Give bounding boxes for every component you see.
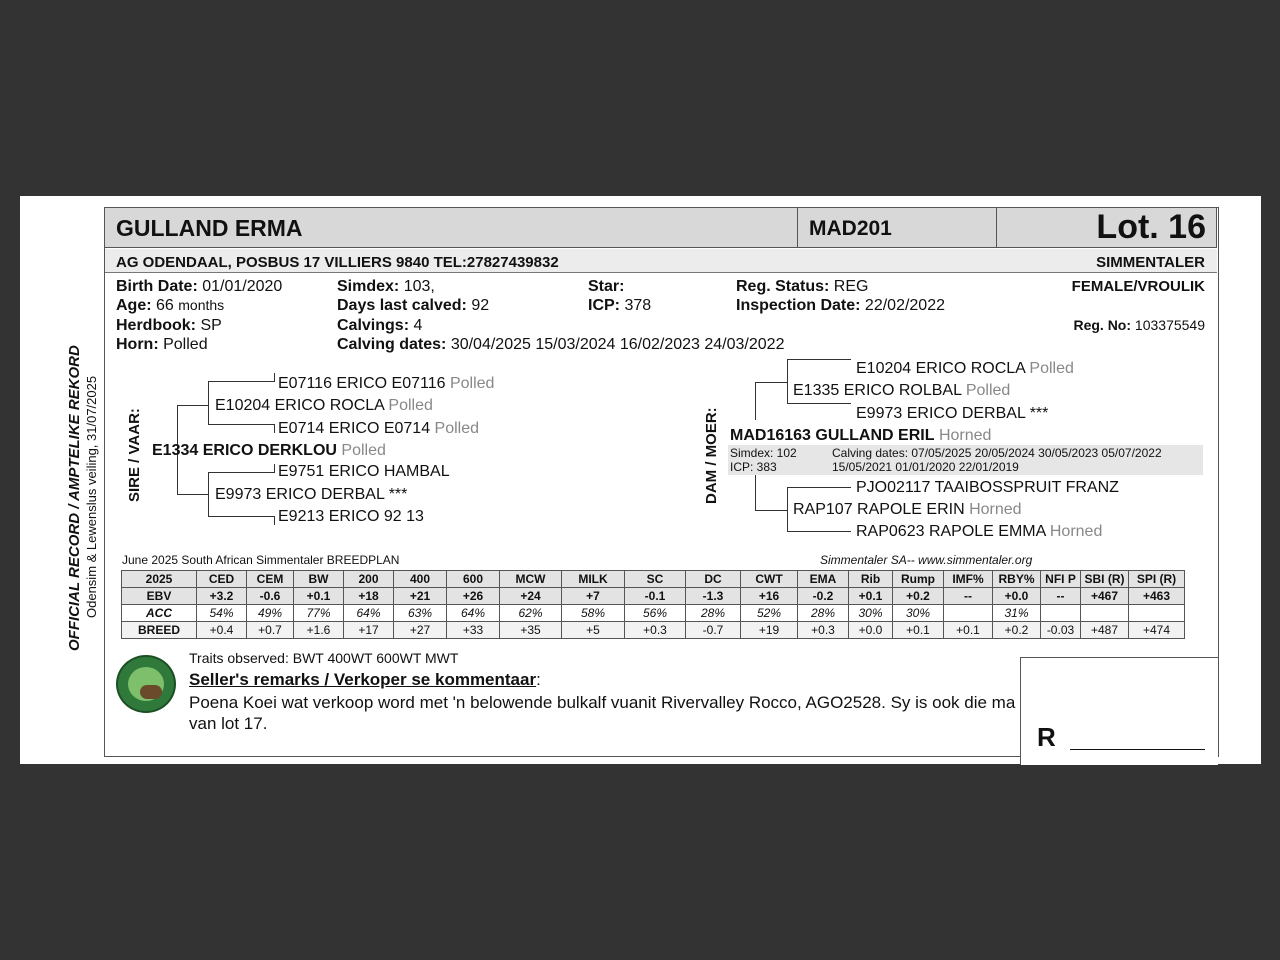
breedplan-cell: +16 bbox=[741, 588, 798, 605]
breedplan-cell: +463 bbox=[1129, 588, 1185, 605]
breedplan-cell: 62% bbox=[500, 605, 562, 622]
breedplan-header: 400 bbox=[394, 571, 447, 588]
breedplan-header: 600 bbox=[447, 571, 500, 588]
breedplan-header: 200 bbox=[344, 571, 394, 588]
breedplan-cell: +35 bbox=[500, 622, 562, 639]
breedplan-cell: -1.3 bbox=[686, 588, 741, 605]
breedplan-cell: 64% bbox=[344, 605, 394, 622]
breedplan-cell: 64% bbox=[447, 605, 500, 622]
breedplan-cell: +487 bbox=[1081, 622, 1129, 639]
breedplan-cell: -0.2 bbox=[798, 588, 849, 605]
breedplan-row bbox=[122, 605, 1185, 622]
breedplan-row-label: EBV bbox=[122, 588, 197, 605]
sire-label: SIRE / VAAR: bbox=[126, 408, 143, 502]
breedplan-caption: June 2025 South African Simmentaler BREEDPLAN bbox=[122, 553, 400, 567]
breedplan-cell: -0.6 bbox=[247, 588, 294, 605]
breedplan-header: MILK bbox=[562, 571, 625, 588]
animal-id: MAD201 bbox=[809, 217, 892, 240]
breedplan-header: BW bbox=[294, 571, 344, 588]
breedplan-cell: +33 bbox=[447, 622, 500, 639]
breedplan-cell: +0.0 bbox=[993, 588, 1041, 605]
breedplan-row-label: BREED bbox=[122, 622, 197, 639]
breedplan-cell: +27 bbox=[394, 622, 447, 639]
breedplan-header: SBI (R) bbox=[1081, 571, 1129, 588]
breedplan-cell: +26 bbox=[447, 588, 500, 605]
breedplan-header: RBY% bbox=[993, 571, 1041, 588]
breedplan-header: SPI (R) bbox=[1129, 571, 1185, 588]
breedplan-cell: +474 bbox=[1129, 622, 1185, 639]
breedplan-row bbox=[122, 622, 1185, 639]
breedplan-cell: +0.1 bbox=[944, 622, 993, 639]
breedplan-cell: +21 bbox=[394, 588, 447, 605]
breedplan-cell: +467 bbox=[1081, 588, 1129, 605]
breedplan-cell: +0.1 bbox=[849, 588, 893, 605]
breedplan-cell bbox=[1081, 605, 1129, 622]
breedplan-header: CEM bbox=[247, 571, 294, 588]
breedplan-cell bbox=[1129, 605, 1185, 622]
breedplan-cell: +0.2 bbox=[993, 622, 1041, 639]
breedplan-cell: +0.7 bbox=[247, 622, 294, 639]
breedplan-cell: 31% bbox=[993, 605, 1041, 622]
breedplan-cell: +3.2 bbox=[197, 588, 247, 605]
breedplan-header: Rump bbox=[893, 571, 944, 588]
breedplan-cell: -0.1 bbox=[625, 588, 686, 605]
breedplan-cell: 52% bbox=[741, 605, 798, 622]
breedplan-cell: -0.7 bbox=[686, 622, 741, 639]
owner-text: AG ODENDAAL, POSBUS 17 VILLIERS 9840 TEL:27827439832 bbox=[116, 254, 559, 271]
breedplan-cell: +17 bbox=[344, 622, 394, 639]
breedplan-header: NFI P bbox=[1041, 571, 1081, 588]
breedplan-cell: +0.2 bbox=[893, 588, 944, 605]
breedplan-cell: 28% bbox=[686, 605, 741, 622]
lot-card: OFFICIAL RECORD / AMPTELIKE REKORD Odensim & Lewenslus veiling, 31/07/2025 GULLAND ERMA MAD201 Lot. 16 AG ODENDAAL, POSBUS 17 VILLIERS 9840 TEL:27827439832 SIMMENTALER Birth Date: 01/01/2020 Age: 66 months Herdbook: SP Horn: Polled Simdex: 103, Days last calved: 92 Calvings: 4 Calving dates: 30/04/2025 15/03/2024 16/02/2023 24/03/2022 Star: ICP: 378 Reg. Status: REG Inspection Date: 22/02/2022 FEMALE/VROULIK Reg. No: 103375549 SIRE / VAAR: DAM / MOER: E07116 ERICO E07116 Polled E10204 ERICO ROCLA Polled E0714 ERICO E0714 Polled E1334 ERICO DERKLOU Polled E9751 ERICO HAMBAL E9973 ERICO DERBAL *** E9213 ERICO 92 13 E10204 ERICO ROCLA Polled E1335 ERICO ROLBAL Polled E9973 ERICO DERBAL *** MAD16163 GULLAND ERIL Horned Simdex: 102 ICP: 383 Calving dates: 07/05/2025 20/05/2024 30/05/2023 05/07/2022 15/05/2021 01/01/2020 22/01/2019 PJO02117 TAAIBOSSPRUIT FRANZ RAP107 RAPOLE ERIN Horned RAP0623 RAPOLE EMMA Horned June 2025 South African Simmentaler BREEDPLAN Simmentaler SA-- www.simmentaler.org 2025 CED CEM BW 200 400 600 MCW MILK SC DC CWT EMA Rib Rump IMF% RBY% NFI P SBI (R) SPI (R) EBV +3.2 -0.6 +0.1 +18 +21 +26 +24 +7 -0.1 -1.3 +16 -0.2 +0.1 +0.2 -- +0.0 -- +467 +463 ACC 54% 49% 77% 64% 63% 64% 62% 58% 56% 28% 52% 28% 30% 30% 31% BREED +0.4 +0.7 +1.6 +17 +27 +33 +35 +5 +0.3 -0.7 +19 +0.3 +0.0 +0.1 +0.1 +0.2 -0.03 +487 +474 Traits observed: BWT 400WT 600WT MWT Seller's remarks / Verkoper se kommentaar: Poena Koei wat verkoop word met 'n belowende bulkalf vuanit Rivervalley Rocco, AGO2528. Sy is ook die ma van lot 17. R bbox=[20, 196, 1261, 764]
breedplan-cell: +18 bbox=[344, 588, 394, 605]
breedplan-cell: 56% bbox=[625, 605, 686, 622]
official-record-label: OFFICIAL RECORD / AMPTELIKE REKORD bbox=[66, 345, 83, 651]
traits-observed: Traits observed: BWT 400WT 600WT MWT bbox=[189, 650, 459, 666]
remarks-text: Poena Koei wat verkoop word met 'n belowende bulkalf vuanit Rivervalley Rocco, AGO2528. Sy is ook die ma van lot 17. bbox=[189, 693, 1016, 733]
breed-society-logo bbox=[116, 655, 176, 713]
breedplan-header: SC bbox=[625, 571, 686, 588]
breedplan-cell: +0.4 bbox=[197, 622, 247, 639]
breedplan-cell: +0.0 bbox=[849, 622, 893, 639]
breedplan-header: CWT bbox=[741, 571, 798, 588]
breedplan-cell: +1.6 bbox=[294, 622, 344, 639]
breedplan-cell: +0.1 bbox=[893, 622, 944, 639]
breedplan-header: DC bbox=[686, 571, 741, 588]
breedplan-cell bbox=[1041, 605, 1081, 622]
breedplan-header: Rib bbox=[849, 571, 893, 588]
breedplan-cell: +5 bbox=[562, 622, 625, 639]
breedplan-cell: +0.3 bbox=[798, 622, 849, 639]
breedplan-cell: +7 bbox=[562, 588, 625, 605]
lot-number: Lot. 16 bbox=[1096, 208, 1206, 246]
animal-name: GULLAND ERMA bbox=[116, 215, 303, 241]
breedplan-header: EMA bbox=[798, 571, 849, 588]
breedplan-source: Simmentaler SA-- www.simmentaler.org bbox=[820, 553, 1033, 567]
breedplan-table bbox=[121, 570, 1185, 639]
breedplan-cell: 54% bbox=[197, 605, 247, 622]
breedplan-cell: +19 bbox=[741, 622, 798, 639]
breedplan-header: CED bbox=[197, 571, 247, 588]
breedplan-cell: +0.3 bbox=[625, 622, 686, 639]
breedplan-cell: +24 bbox=[500, 588, 562, 605]
breedplan-cell: -- bbox=[1041, 588, 1081, 605]
sale-label: Odensim & Lewenslus veiling, 31/07/2025 bbox=[84, 375, 99, 618]
breedplan-cell: 63% bbox=[394, 605, 447, 622]
price-line[interactable] bbox=[1070, 749, 1205, 750]
sex-label: FEMALE/VROULIK bbox=[1071, 278, 1205, 295]
breed-text: SIMMENTALER bbox=[1096, 254, 1205, 271]
breedplan-cell: 58% bbox=[562, 605, 625, 622]
remarks-title: Seller's remarks / Verkoper se kommentaar bbox=[189, 670, 537, 689]
breedplan-cell: 49% bbox=[247, 605, 294, 622]
breedplan-cell bbox=[944, 605, 993, 622]
breedplan-cell: -- bbox=[944, 588, 993, 605]
breedplan-cell: 30% bbox=[893, 605, 944, 622]
breedplan-cell: +0.1 bbox=[294, 588, 344, 605]
breedplan-cell: -0.03 bbox=[1041, 622, 1081, 639]
breedplan-header: IMF% bbox=[944, 571, 993, 588]
breedplan-row-label: ACC bbox=[122, 605, 197, 622]
reg-no: Reg. No: 103375549 bbox=[1073, 317, 1205, 333]
breedplan-header: MCW bbox=[500, 571, 562, 588]
breedplan-row bbox=[122, 588, 1185, 605]
dam-label: DAM / MOER: bbox=[703, 407, 720, 504]
price-label: R bbox=[1037, 722, 1056, 752]
breedplan-header: 2025 bbox=[122, 571, 197, 588]
breedplan-cell: 28% bbox=[798, 605, 849, 622]
breedplan-cell: 77% bbox=[294, 605, 344, 622]
breedplan-cell: 30% bbox=[849, 605, 893, 622]
